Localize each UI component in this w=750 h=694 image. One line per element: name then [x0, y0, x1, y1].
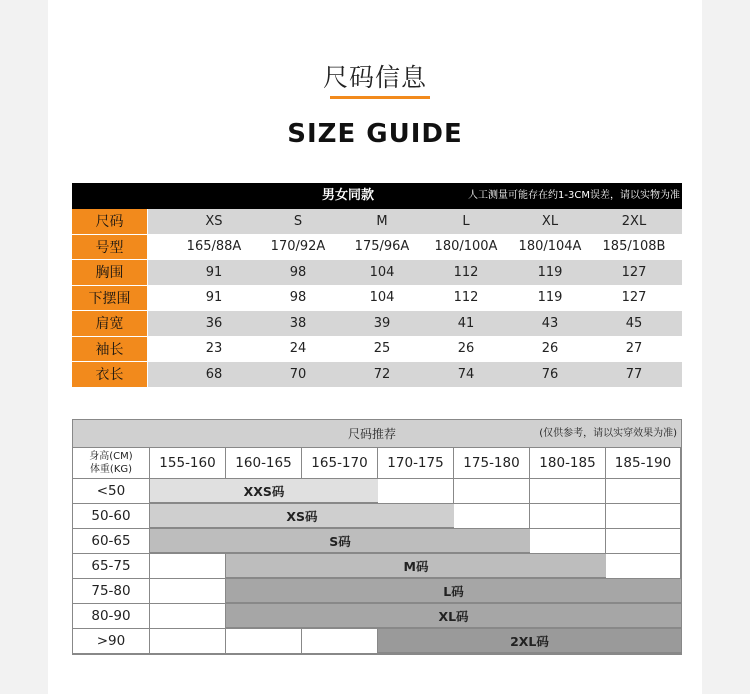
size-guide-page: [48, 0, 702, 694]
table-cell: 98: [289, 264, 307, 280]
weight-row-label: <50: [73, 479, 150, 504]
recommend-table-note: (仅供参考，请以实穿效果为准): [539, 428, 677, 439]
weight-row-label: 80-90: [73, 604, 150, 629]
table-cell: 175/96A: [354, 239, 410, 255]
table-cell: XS: [205, 213, 223, 229]
row-label: 肩宽: [72, 311, 148, 336]
grid-cell: [606, 529, 681, 554]
table-cell: 70: [289, 366, 307, 382]
table-cell: 26: [457, 341, 475, 357]
table-cell: 26: [541, 341, 559, 357]
corner-weight-label: 体重(KG): [89, 464, 133, 475]
table-cell: M: [376, 213, 388, 229]
grid-cell: [606, 504, 681, 529]
height-header-cell: 155-160: [150, 448, 226, 479]
grid-cell: [606, 554, 681, 579]
table-cell: 112: [453, 264, 479, 280]
table-cell: 27: [625, 341, 643, 357]
table-cell: 39: [373, 315, 391, 331]
table-cell: 127: [621, 264, 647, 280]
size-recommend-bar: 2XL码: [378, 629, 681, 653]
row-label: 胸围: [72, 260, 148, 285]
table-cell: 180/104A: [518, 239, 582, 255]
height-header-cell: 180-185: [530, 448, 606, 479]
recommend-table-header: [73, 420, 681, 448]
size-table-row: [72, 260, 682, 286]
weight-row-label: 75-80: [73, 579, 150, 604]
corner-height-label: 身高(CM): [89, 451, 133, 462]
table-cell: 36: [205, 315, 223, 331]
table-cell: 68: [205, 366, 223, 382]
table-cell: 165/88A: [186, 239, 242, 255]
row-label: 衣长: [72, 362, 148, 387]
table-cell: 91: [205, 264, 223, 280]
table-cell: 91: [205, 290, 223, 306]
grid-cell: [606, 479, 681, 504]
size-table-title: 男女同款: [322, 188, 375, 203]
page-title-en: SIZE GUIDE: [287, 119, 463, 149]
size-recommend-bar: XXS码: [150, 479, 378, 503]
height-header-cell: 175-180: [454, 448, 530, 479]
grid-cell: [150, 554, 226, 579]
size-table-header: [72, 183, 682, 209]
table-cell: L: [462, 213, 470, 229]
height-header-cell: 185-190: [606, 448, 681, 479]
size-table-row: [72, 311, 682, 337]
table-cell: 104: [369, 264, 395, 280]
height-header-cell: 160-165: [226, 448, 302, 479]
size-table-row: [72, 286, 682, 312]
table-cell: 24: [289, 341, 307, 357]
weight-row-label: 50-60: [73, 504, 150, 529]
recommend-grid: [73, 448, 681, 654]
size-recommend-bar: S码: [150, 529, 530, 553]
size-recommend-bar: L码: [226, 579, 681, 603]
size-table-row: [72, 337, 682, 363]
grid-cell: [530, 479, 606, 504]
size-recommend-bar: XS码: [150, 504, 454, 528]
table-cell: 104: [369, 290, 395, 306]
weight-row-label: 60-65: [73, 529, 150, 554]
table-cell: 185/108B: [602, 239, 666, 255]
size-table-row: [72, 209, 682, 235]
size-table: [72, 183, 682, 388]
table-cell: XL: [541, 213, 559, 229]
row-label: 尺码: [72, 209, 148, 234]
table-cell: 45: [625, 315, 643, 331]
grid-cell: [530, 529, 606, 554]
table-cell: 119: [537, 264, 563, 280]
title-underline: [330, 96, 430, 99]
recommend-table-title: 尺码推荐: [348, 427, 397, 441]
corner-cell: [73, 448, 150, 479]
table-cell: 119: [537, 290, 563, 306]
table-cell: 41: [457, 315, 475, 331]
row-label: 号型: [72, 235, 148, 260]
height-header-cell: 165-170: [302, 448, 378, 479]
size-table-row: [72, 362, 682, 388]
table-cell: 43: [541, 315, 559, 331]
table-cell: 23: [205, 341, 223, 357]
grid-cell: [302, 629, 378, 654]
table-cell: 74: [457, 366, 475, 382]
grid-cell: [454, 504, 530, 529]
weight-row-label: >90: [73, 629, 150, 654]
grid-cell: [530, 504, 606, 529]
table-cell: 76: [541, 366, 559, 382]
size-table-row: [72, 235, 682, 261]
table-cell: 38: [289, 315, 307, 331]
grid-cell: [150, 579, 226, 604]
page-title-cn: 尺码信息: [322, 63, 427, 92]
size-recommend-bar: M码: [226, 554, 606, 578]
size-recommend-bar: XL码: [226, 604, 681, 628]
table-cell: 98: [289, 290, 307, 306]
table-cell: 170/92A: [270, 239, 326, 255]
table-cell: 77: [625, 366, 643, 382]
table-cell: 180/100A: [434, 239, 498, 255]
row-label: 袖长: [72, 337, 148, 362]
grid-cell: [454, 479, 530, 504]
height-header-cell: 170-175: [378, 448, 454, 479]
grid-cell: [378, 479, 454, 504]
size-table-note: 人工测量可能存在约1-3CM误差，请以实物为准: [468, 190, 680, 201]
grid-cell: [150, 604, 226, 629]
table-cell: S: [293, 213, 303, 229]
row-label: 下摆围: [72, 286, 148, 311]
table-cell: 127: [621, 290, 647, 306]
weight-row-label: 65-75: [73, 554, 150, 579]
table-cell: 2XL: [621, 213, 647, 229]
table-cell: 72: [373, 366, 391, 382]
recommend-table: [72, 419, 682, 655]
table-cell: 25: [373, 341, 391, 357]
table-cell: 112: [453, 290, 479, 306]
grid-cell: [150, 629, 226, 654]
grid-cell: [226, 629, 302, 654]
